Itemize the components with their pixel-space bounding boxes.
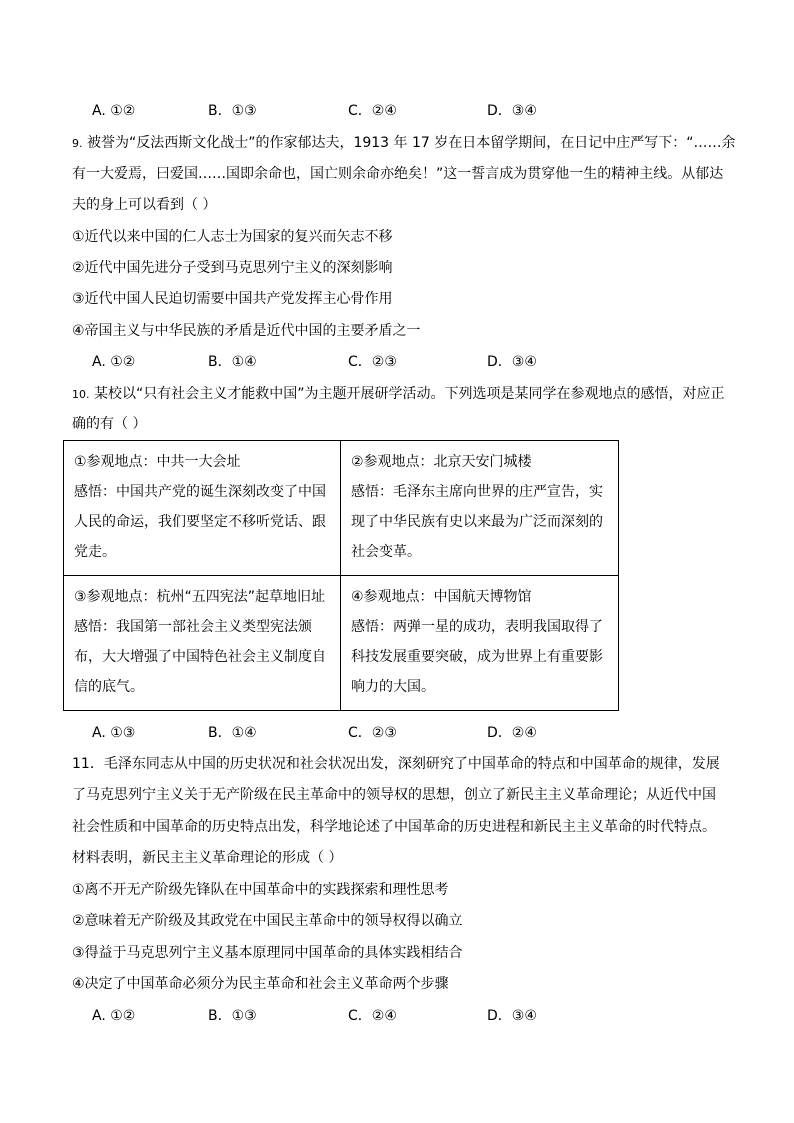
- q9-option-c[interactable]: C．②③: [348, 354, 397, 370]
- q11-stem-line-4: 材料表明，新民主主义革命理论的形成（ ）: [72, 850, 343, 866]
- q11-stem-line-1: 11．毛泽东同志从中国的历史状况和社会状况出发，深刻研究了中国革命的特点和中国革命的规律，发展: [72, 756, 720, 772]
- q9-stem-line-1: 9. 被誉为“反法西斯文化战士”的作家郁达夫，1913 年 17 岁在日本留学期间，在日记中庄严写下：“……余: [72, 135, 736, 151]
- q8-option-c[interactable]: C．②④: [348, 103, 397, 119]
- q10-option-c[interactable]: C．②③: [348, 725, 397, 741]
- q9-number: 9.: [72, 137, 83, 150]
- q9-item-4: ④帝国主义与中华民族的矛盾是近代中国的主要矛盾之一: [72, 323, 421, 339]
- q11-item-3: ③得益于马克思列宁主义基本原理同中国革命的具体实践相结合: [72, 945, 463, 961]
- q9-item-1: ①近代以来中国的仁人志士为国家的复兴而矢志不移: [72, 229, 393, 245]
- q10-number: 10.: [72, 388, 90, 401]
- q11-item-4: ④决定了中国革命必须分为民主革命和社会主义革命两个步骤: [72, 976, 449, 992]
- q10-cell-3: [64, 576, 341, 711]
- q10-cell-4-site: ④参观地点：中国航天博物馆: [351, 589, 532, 605]
- q10-stem-line-2: 确的有（ ）: [72, 416, 147, 432]
- q11-item-1: ①离不开无产阶级先锋队在中国革命中的实践探索和理性思考: [72, 882, 449, 898]
- q10-cell-1-reflection: 感悟：中国共产党的诞生深刻改变了中国人民的命运，我们要坚定不移听党话、跟党走。: [74, 484, 326, 560]
- q10-cell-1-site: ①参观地点：中共一大会址: [74, 454, 241, 470]
- q9-option-a[interactable]: A. ①②: [92, 354, 136, 370]
- q8-option-d[interactable]: D．③④: [487, 103, 537, 119]
- q11-option-c[interactable]: C．②④: [348, 1008, 397, 1024]
- q9-item-2: ②近代中国先进分子受到马克思列宁主义的深刻影响: [72, 260, 393, 276]
- q10-cell-3-site: ③参观地点：杭州“五四宪法”起草地旧址: [74, 589, 326, 605]
- q9-stem-line-2: 有一大爱焉，曰爱国……国即余命也，国亡则余命亦绝矣！”这一誓言成为贯穿他一生的精神主线。从郁达: [72, 166, 724, 182]
- q11-option-d[interactable]: D．③④: [487, 1008, 537, 1024]
- q9-stem-line-3: 夫的身上可以看到（ ）: [72, 197, 217, 213]
- q11-stem-line-3: 社会性质和中国革命的历史特点出发，科学地论述了中国革命的历史进程和新民主主义革命的时代特点。: [72, 819, 716, 835]
- q10-cell-3-reflection: 感悟：我国第一部社会主义类型宪法颁布，大大增强了中国特色社会主义制度自信的底气。: [74, 619, 326, 695]
- q10-option-d[interactable]: D．②④: [487, 725, 537, 741]
- q9-option-b[interactable]: B．①④: [208, 354, 257, 370]
- q9-item-3: ③近代中国人民迫切需要中国共产党发挥主心骨作用: [72, 291, 393, 307]
- q11-option-b[interactable]: B．①③: [208, 1008, 257, 1024]
- q9-option-d[interactable]: D．③④: [487, 354, 537, 370]
- q8-option-a[interactable]: A. ①②: [92, 103, 136, 119]
- q10-cell-1: [64, 441, 341, 576]
- q11-option-a[interactable]: A. ①②: [92, 1008, 136, 1024]
- q10-cell-2: [341, 441, 619, 576]
- q11-stem-line-2: 了马克思列宁主义关于无产阶级在民主革命中的领导权的思想，创立了新民主主义革命理论；从近代中国: [72, 787, 716, 803]
- q11-item-2: ②意味着无产阶级及其政党在中国民主革命中的领导权得以确立: [72, 913, 463, 929]
- q10-table: [63, 440, 619, 711]
- q10-cell-4-reflection: 感悟：两弹一星的成功，表明我国取得了科技发展重要突破，成为世界上有重要影响力的大国。: [351, 619, 603, 695]
- q10-stem-line-1: 10. 某校以“只有社会主义才能救中国”为主题开展研学活动。下列选项是某同学在参观地点的感悟，对应正: [72, 386, 725, 402]
- q10-cell-4: [341, 576, 619, 711]
- q8-option-b[interactable]: B．①③: [208, 103, 257, 119]
- q10-option-b[interactable]: B．①④: [208, 725, 257, 741]
- q10-cell-2-reflection: 感悟：毛泽东主席向世界的庄严宣告，实现了中华民族有史以来最为广泛而深刻的社会变革。: [351, 484, 603, 560]
- q10-option-a[interactable]: A. ①③: [92, 725, 136, 741]
- q10-cell-2-site: ②参观地点：北京天安门城楼: [351, 454, 532, 470]
